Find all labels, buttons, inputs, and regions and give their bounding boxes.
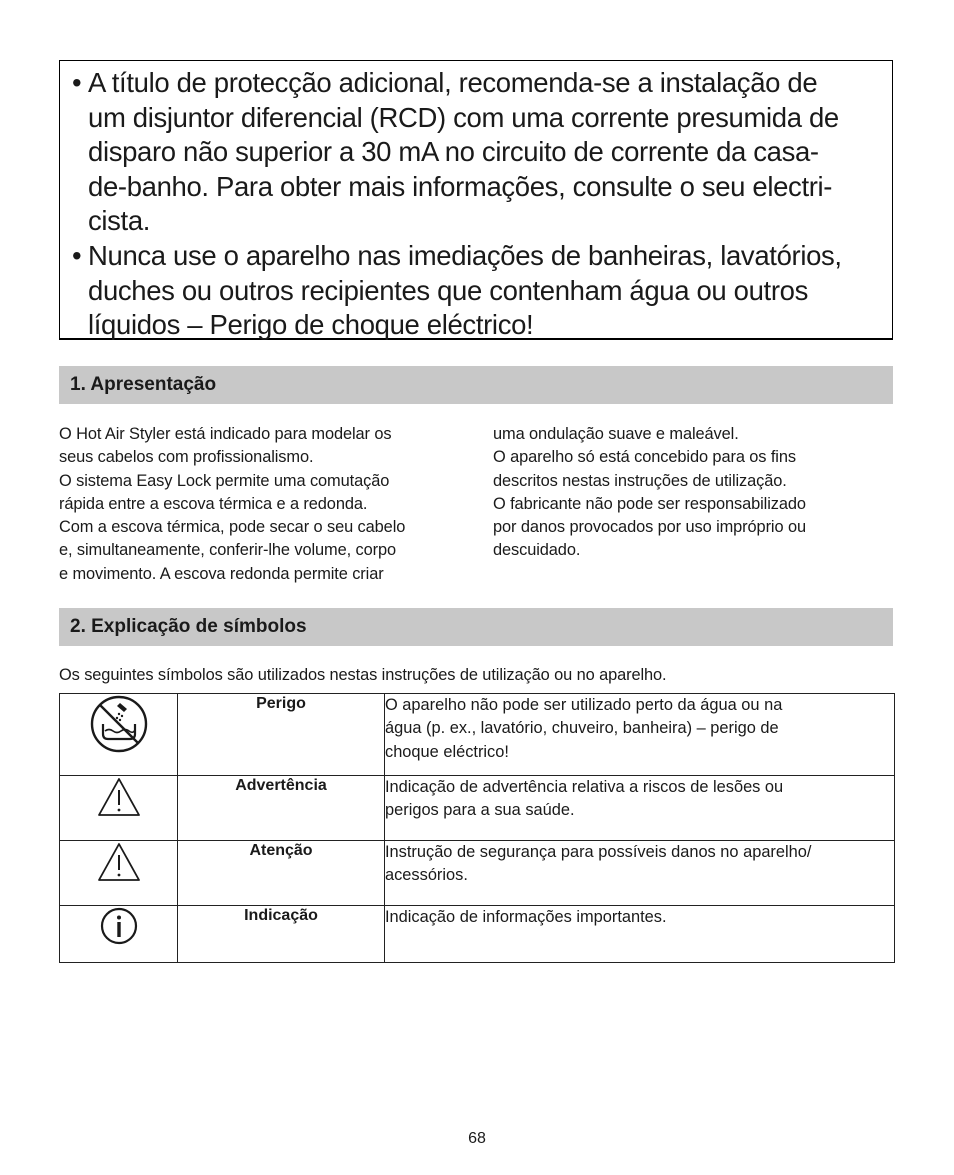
paragraph-line: O sistema Easy Lock permite uma comutação bbox=[59, 471, 390, 490]
section-heading-simbolos: 2. Explicação de símbolos bbox=[59, 608, 893, 646]
symbol-icon-cell bbox=[60, 776, 178, 841]
symbol-label: Perigo bbox=[178, 694, 385, 776]
paragraph-line: por danos provocados por uso impróprio ou bbox=[493, 518, 806, 537]
symbol-icon-cell bbox=[60, 841, 178, 906]
symbols-intro-text: Os seguintes símbolos são utilizados nestas instruções de utilização ou no aparelho. bbox=[59, 666, 667, 684]
description-line: O aparelho não pode ser utilizado perto da água ou na bbox=[385, 696, 783, 714]
description-line: acessórios. bbox=[385, 866, 468, 885]
bullet: • bbox=[72, 240, 82, 271]
description-line: choque eléctrico! bbox=[385, 742, 509, 761]
table-row bbox=[60, 776, 895, 841]
symbol-icon-cell bbox=[60, 694, 178, 776]
symbol-description bbox=[385, 841, 895, 906]
warning-line: de-banho. Para obter mais informações, consulte o seu electri- bbox=[88, 170, 833, 202]
description-line: Instrução de segurança para possíveis danos no aparelho/ bbox=[385, 843, 812, 861]
warning-line: cista. bbox=[88, 205, 151, 236]
symbol-label: Advertência bbox=[178, 776, 385, 841]
warning-line: Nunca use o aparelho nas imediações de banheiras, lavatórios, bbox=[88, 240, 842, 271]
paragraph-line: Com a escova térmica, pode secar o seu cabelo bbox=[59, 518, 406, 537]
warning-line: A título de protecção adicional, recomenda-se a instalação de bbox=[88, 67, 818, 98]
symbol-label: Indicação bbox=[178, 906, 385, 963]
no-water-icon bbox=[60, 694, 177, 754]
bullet: • bbox=[72, 67, 82, 98]
description-line: perigos para a sua saúde. bbox=[385, 801, 575, 820]
page-number: 68 bbox=[468, 1130, 486, 1147]
table-row bbox=[60, 694, 895, 776]
symbol-description bbox=[385, 776, 895, 841]
warning-triangle-icon bbox=[60, 776, 177, 818]
table-row bbox=[60, 906, 895, 963]
paragraph-line: O aparelho só está concebido para os fins bbox=[493, 448, 796, 467]
section-heading-apresentacao: 1. Apresentação bbox=[59, 366, 893, 404]
description-line: Indicação de informações importantes. bbox=[385, 908, 667, 926]
paragraph-line: O fabricante não pode ser responsabilizado bbox=[493, 494, 806, 513]
safety-warning-box bbox=[59, 60, 893, 340]
warning-item-rcd bbox=[72, 66, 880, 239]
paragraph-line: descuidado. bbox=[493, 541, 581, 560]
description-line: Indicação de advertência relativa a riscos de lesões ou bbox=[385, 778, 784, 796]
paragraph-line: descritos nestas instruções de utilização. bbox=[493, 471, 787, 490]
description-line: água (p. ex., lavatório, chuveiro, banheira) – perigo de bbox=[385, 719, 779, 738]
table-row bbox=[60, 841, 895, 906]
symbol-label: Atenção bbox=[178, 841, 385, 906]
paragraph-line: seus cabelos com profissionalismo. bbox=[59, 448, 314, 467]
paragraph-line: uma ondulação suave e maleável. bbox=[493, 425, 739, 443]
symbol-description bbox=[385, 694, 895, 776]
warning-line: líquidos – Perigo de choque eléctrico! bbox=[88, 309, 534, 340]
warning-line: disparo não superior a 30 mA no circuito de corrente da casa- bbox=[88, 136, 819, 167]
symbol-description bbox=[385, 906, 895, 963]
paragraph-line: e movimento. A escova redonda permite criar bbox=[59, 564, 384, 583]
intro-column-right bbox=[493, 423, 806, 563]
warning-triangle-icon bbox=[60, 841, 177, 883]
paragraph-line: O Hot Air Styler está indicado para modelar os bbox=[59, 425, 392, 443]
warning-line: duches ou outros recipientes que contenham água ou outros bbox=[88, 274, 808, 306]
paragraph-line: e, simultaneamente, conferir-lhe volume, corpo bbox=[59, 541, 397, 560]
symbol-icon-cell bbox=[60, 906, 178, 963]
paragraph-line: rápida entre a escova térmica e a redonda. bbox=[59, 494, 368, 513]
intro-column-left bbox=[59, 423, 405, 586]
warning-item-water bbox=[72, 239, 880, 343]
info-icon bbox=[60, 906, 177, 946]
symbols-table bbox=[59, 693, 895, 963]
warning-line: um disjuntor diferencial (RCD) com uma corrente presumida de bbox=[88, 101, 839, 133]
